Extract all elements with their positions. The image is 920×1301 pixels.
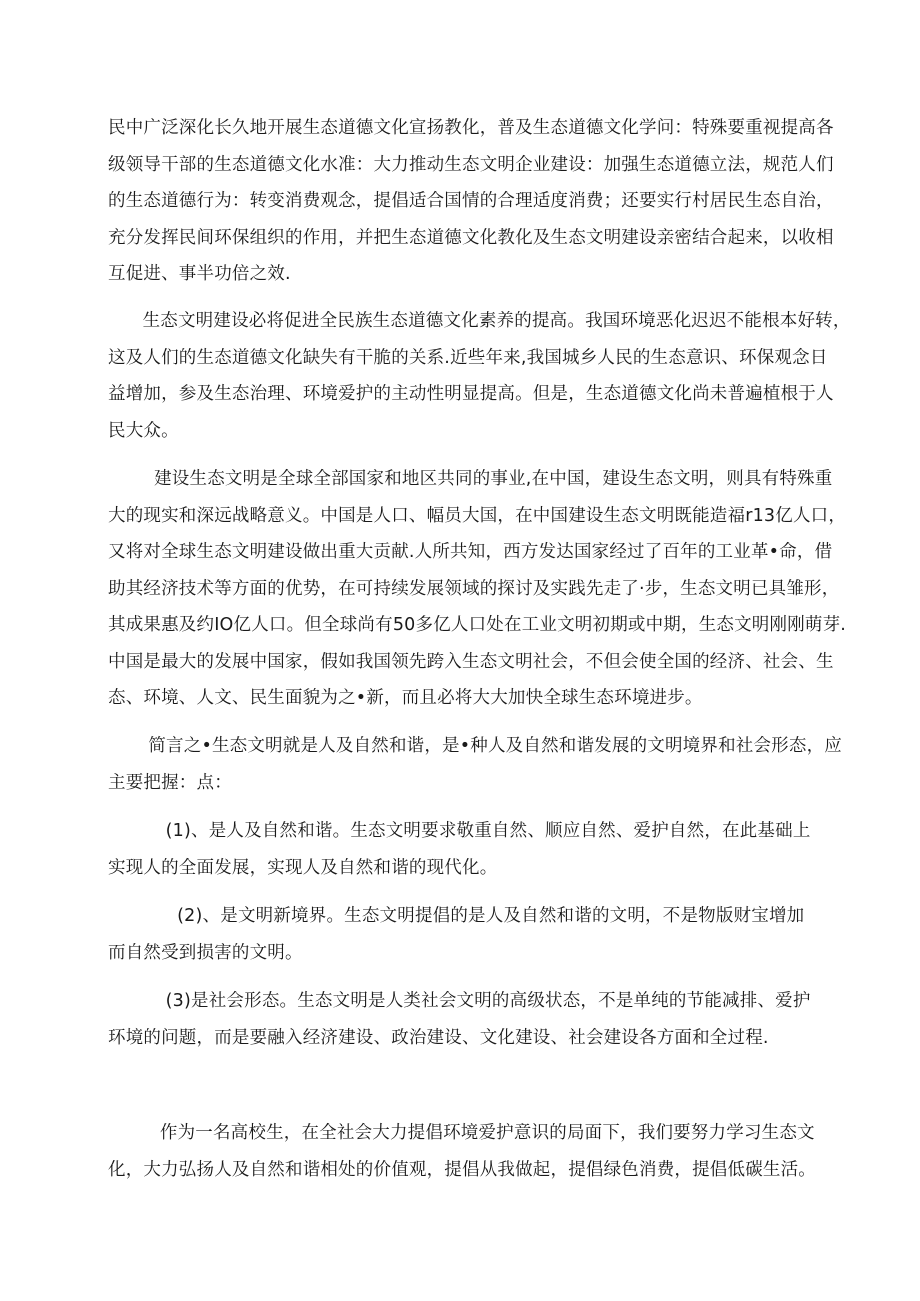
text-line: 主要把握：点： <box>108 772 232 793</box>
text-line: 益增加，参及生态治理、环境爱护的主动性明显提高。但是，生态道德文化尚未普遍植根于人 <box>108 384 834 404</box>
paragraph-conclusion <box>108 1115 816 1188</box>
text-line: 大的现实和深远战略意义。中国是人口、幅员大国，在中国建设生态文明既能造福r13亿人口， <box>108 505 847 526</box>
text-line: 民中广泛深化长久地开展生态道德文化宣扬教化，普及生态道德文化学问：特殊要重视提高各 <box>108 118 834 138</box>
text-line: (2)、是文明新境界。生态文明提倡的是人及自然和谐的文明，不是物版财宝增加 <box>108 906 805 926</box>
text-line: 级领导干部的生态道德文化水准：大力推动生态文明企业建设：加强生态道德立法，规范人们 <box>108 154 834 175</box>
text-line: 简言之•生态文明就是人及自然和谐，是•种人及自然和谐发展的文明境界和社会形态，应 <box>108 736 842 756</box>
text-line: 实现人的全面发展，实现人及自然和谐的现代化。 <box>108 857 498 878</box>
paragraph-4 <box>108 728 842 801</box>
paragraph-3 <box>108 461 846 717</box>
text-line: 充分发挥民间环保组织的作用，并把生态道德文化教化及生态文明建设亲密结合起来，以收相 <box>108 227 834 248</box>
text-line: 民大众。 <box>108 420 179 441</box>
text-line: 建设生态文明是全球全部国家和地区共同的事业,在中国，建设生态文明，则具有特殊重 <box>108 469 833 489</box>
text-line: 又将对全球生态文明建设做出重大贡献.人所共知，西方发达国家经过了百年的工业革•命，借 <box>108 542 833 562</box>
text-line: 助其经济技术等方面的优势，在可持续发展领域的探讨及实践先走了·步，生态文明已具雏形， <box>108 578 840 599</box>
text-line: 态、环境、人文、民生面貌为之•新，而且必将大大加快全球生态环境进步。 <box>108 688 703 708</box>
list-item-2 <box>108 898 804 971</box>
text-line: 这及人们的生态道德文化缺失有干脆的关系.近些年来,我国城乡人民的生态意识、环保观念日 <box>108 347 828 368</box>
list-item-1 <box>108 813 811 886</box>
text-line: 化，大力弘扬人及自然和谐相处的价值观，提倡从我做起，提倡绿色消费，提倡低碳生活。 <box>108 1159 816 1180</box>
text-line: 的生态道德行为：转变消费观念，提倡适合国情的合理适度消费；还要实行村居民生态自治， <box>108 191 834 211</box>
text-line: 作为一名高校生，在全社会大力提倡环境爱护意识的局面下，我们要努力学习生态文 <box>108 1123 815 1143</box>
text-line: (1)、是人及自然和谐。生态文明要求敬重自然、顺应自然、爱护自然，在此基础上 <box>108 821 811 841</box>
text-line: 而自然受到损害的文明。 <box>108 942 303 963</box>
text-line: (3)是社会形态。生态文明是人类社会文明的高级状态，不是单纯的节能减排、爱护 <box>108 991 811 1011</box>
text-line: 生态文明建设必将促进全民族生态道德文化素养的提高。我国环境恶化迟迟不能根本好转， <box>108 311 851 331</box>
text-line: 中国是最大的发展中国家，假如我国领先跨入生态文明社会，不但会使全国的经济、社会、生 <box>108 651 834 672</box>
paragraph-2 <box>108 303 851 449</box>
text-line: 互促进、事半功倍之效. <box>108 264 291 284</box>
paragraph-1 <box>108 110 834 293</box>
text-line: 其成果惠及约IO亿人口。但全球尚有50多亿人口处在工业文明初期或中期，生态文明刚刚萌芽. <box>108 615 847 635</box>
list-item-3 <box>108 983 811 1056</box>
text-line: 环境的问题，而是要融入经济建设、政治建设、文化建设、社会建设各方面和全过程. <box>108 1027 769 1048</box>
